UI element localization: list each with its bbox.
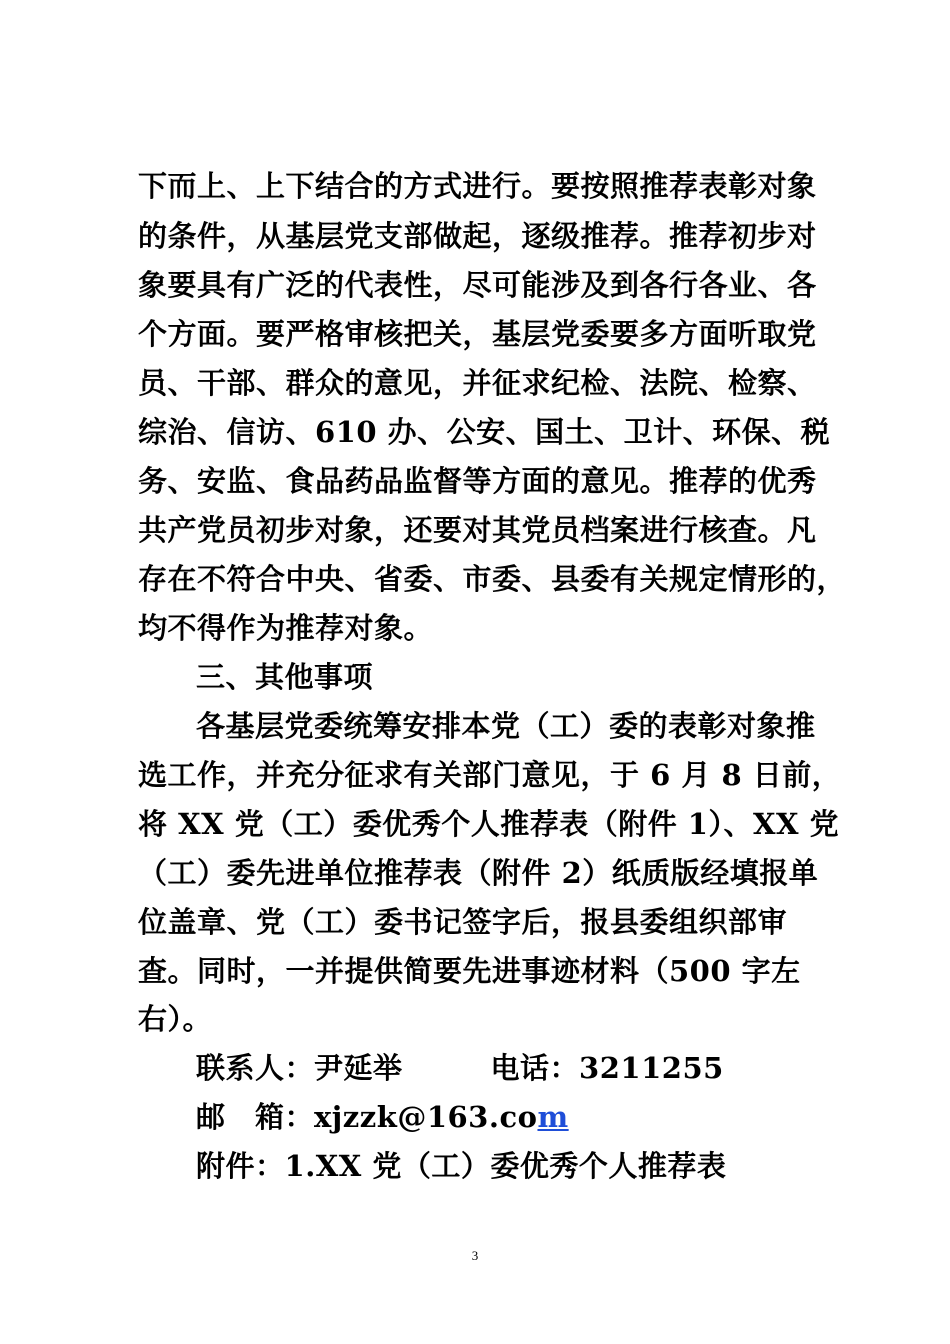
- email-label: 邮 箱：: [196, 1100, 315, 1134]
- body-line-3: 象要具有广泛的代表性，尽可能涉及到各行各业、各: [138, 268, 817, 302]
- body-line-5: 员、干部、群众的意见，并征求纪检、法院、检察、: [138, 366, 817, 400]
- contact-person-value: 尹延举: [314, 1051, 403, 1085]
- body-line-9: 存在不符合中央、省委、市委、县委有关规定情形的，: [138, 562, 847, 596]
- section-line-3: 将 XX 党（工）委优秀个人推荐表（附件 1）、XX 党: [138, 807, 840, 841]
- section-line-6: 查。同时，一并提供简要先进事迹材料（500 字左: [138, 954, 801, 988]
- section-line-2: 选工作，并充分征求有关部门意见，于 6 月 8 日前，: [138, 758, 842, 792]
- section-line-4: （工）委先进单位推荐表（附件 2）纸质版经填报单: [138, 856, 819, 890]
- body-line-4: 个方面。要严格审核把关，基层党委要多方面听取党: [138, 317, 817, 351]
- email-link[interactable]: m: [537, 1100, 569, 1134]
- attachment-line: [196, 1146, 726, 1186]
- contact-person-label: 联系人：: [196, 1051, 315, 1085]
- email-value: xjzzk@163.co: [314, 1100, 538, 1134]
- body-line-6: 综治、信访、610 办、公安、国土、卫计、环保、税: [138, 415, 831, 449]
- body-line-7: 务、安监、食品药品监督等方面的意见。推荐的优秀: [138, 464, 817, 498]
- attachment-label: 附件：: [196, 1149, 285, 1183]
- section-line-7: 右）。: [138, 1002, 213, 1036]
- contact-line: [196, 1048, 724, 1088]
- section-line-5: 位盖章、党（工）委书记签字后，报县委组织部审: [138, 905, 788, 939]
- body-line-1: 下而上、上下结合的方式进行。要按照推荐表彰对象: [138, 169, 817, 203]
- section-line-1: 各基层党委统筹安排本党（工）委的表彰对象推: [196, 709, 816, 743]
- page-number: 3: [471, 1248, 479, 1263]
- contact-phone-value: 3211255: [579, 1051, 724, 1085]
- contact-phone-label: 电话：: [490, 1051, 580, 1085]
- body-line-8: 共产党员初步对象，还要对其党员档案进行核查。凡: [138, 513, 817, 547]
- section-heading: 三、其他事项: [196, 660, 374, 694]
- email-line: [196, 1097, 569, 1137]
- body-line-2: 的条件，从基层党支部做起，逐级推荐。推荐初步对: [138, 219, 817, 253]
- attachment-item: 1.XX 党（工）委优秀个人推荐表: [284, 1149, 727, 1183]
- body-line-10: 均不得作为推荐对象。: [138, 611, 434, 645]
